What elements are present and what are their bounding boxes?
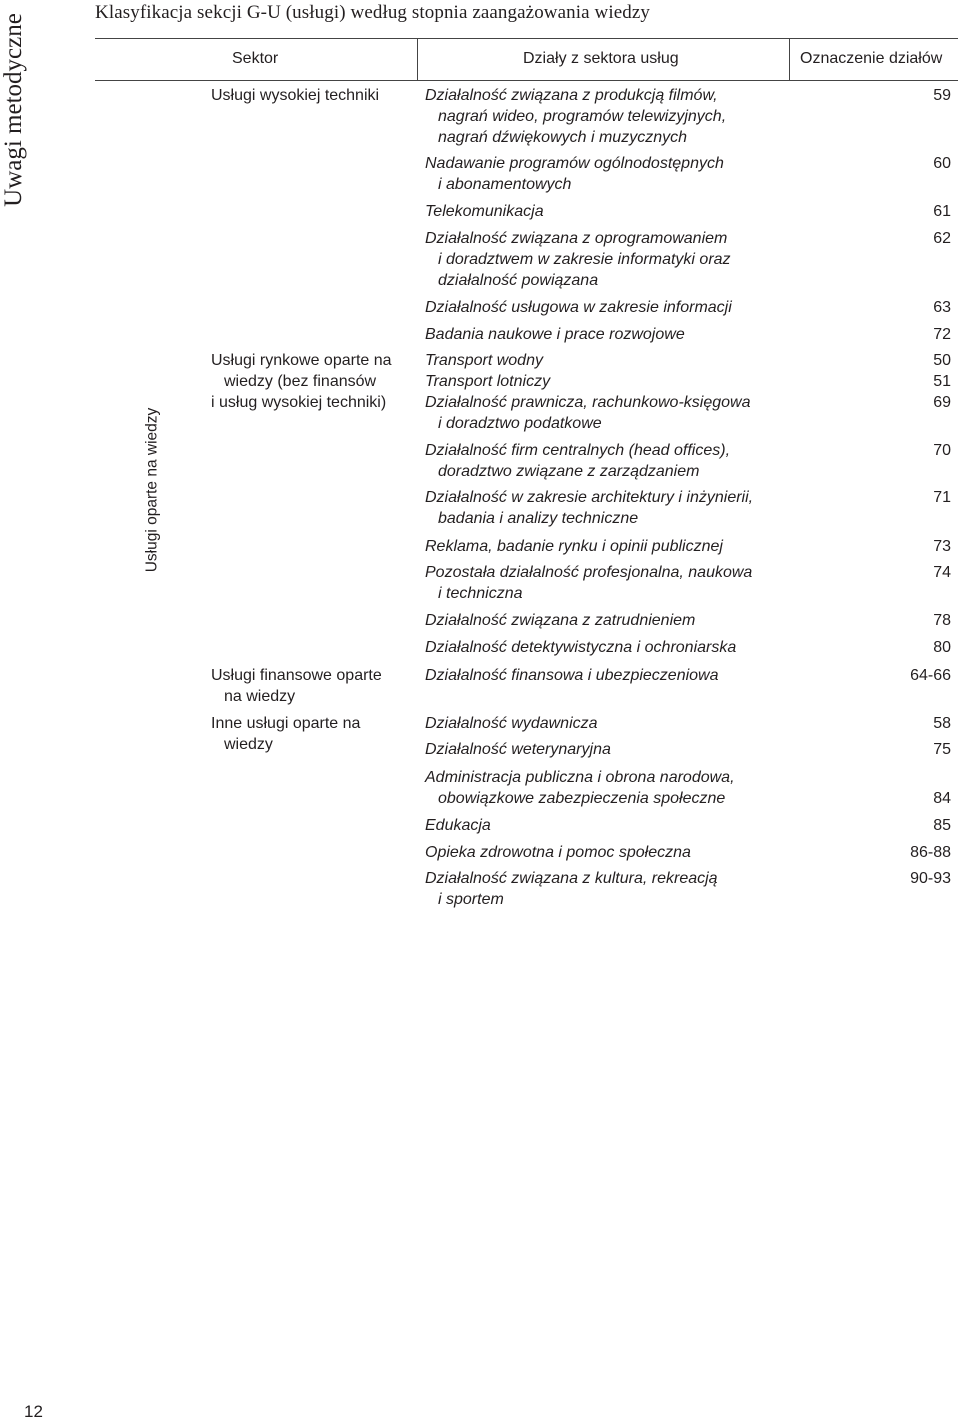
division-item: [425, 842, 795, 863]
division-line: działalność powiązana: [438, 272, 599, 289]
side-section-title: [0, 0, 28, 220]
division-code: 85: [933, 817, 951, 834]
division-line: Badania naukowe i prace rozwojowe: [425, 326, 685, 343]
page-number: 12: [24, 1402, 43, 1421]
sector-line: Usługi wysokiej techniki: [211, 87, 380, 104]
division-item: [425, 153, 795, 195]
division-line: Pozostała działalność profesjonalna, naukowa: [425, 564, 753, 581]
sector-line: Usługi finansowe oparte: [211, 667, 382, 684]
division-item: [425, 536, 795, 557]
division-line: i abonamentowych: [438, 176, 572, 193]
division-line: Telekomunikacja: [425, 203, 544, 220]
division-item: [425, 739, 795, 760]
division-line: Reklama, badanie rynku i opinii publicznej: [425, 538, 723, 555]
division-item: [425, 767, 795, 809]
division-line: Transport wodny: [425, 352, 543, 369]
division-line: Działalność prawnicza, rachunkowo-księgowa: [425, 394, 751, 411]
division-code: 51: [933, 373, 951, 390]
division-line: Działalność związana z oprogramowaniem: [425, 230, 728, 247]
group-label-text: Usługi oparte na wiedzy: [143, 407, 160, 573]
division-line: Działalność związana z produkcją filmów,: [425, 87, 718, 104]
division-item: [425, 297, 795, 318]
division-item: [425, 562, 795, 604]
header-sector: Sektor: [232, 50, 279, 67]
division-line: i techniczna: [438, 585, 523, 602]
division-item: [425, 324, 795, 345]
sector-item: [211, 665, 416, 707]
division-code: 63: [933, 299, 951, 316]
division-item: [425, 487, 795, 529]
division-item: [425, 610, 795, 631]
division-code: 72: [933, 326, 951, 343]
division-item: [425, 350, 795, 371]
header-rule: [95, 80, 958, 81]
division-code: 69: [933, 394, 951, 411]
division-code: 73: [933, 538, 951, 555]
division-code: 71: [933, 489, 951, 506]
division-line: Działalność finansowa i ubezpieczeniowa: [425, 667, 719, 684]
division-item: [425, 228, 795, 291]
division-line: Działalność związana z zatrudnieniem: [425, 612, 696, 629]
header-divisions: Działy z sektora usług: [523, 50, 679, 67]
division-line: Działalność weterynaryjna: [425, 741, 611, 758]
division-line: Działalność firm centralnych (head offices),: [425, 442, 731, 459]
sector-item: [211, 85, 416, 106]
header-codes: Oznaczenie działów: [800, 50, 943, 67]
division-item: [425, 637, 795, 658]
division-line: badania i analizy techniczne: [438, 510, 639, 527]
division-line: Działalność usługowa w zakresie informacji: [425, 299, 732, 316]
division-item: [425, 392, 795, 434]
division-line: nagrań dźwiękowych i muzycznych: [438, 129, 687, 146]
division-code: 74: [933, 564, 951, 581]
division-line: doradztwo związane z zarządzaniem: [438, 463, 700, 480]
division-code: 60: [933, 155, 951, 172]
sector-line: Usługi rynkowe oparte na: [211, 352, 392, 369]
sector-line: Inne usługi oparte na: [211, 715, 361, 732]
division-item: [425, 713, 795, 734]
division-line: Działalność w zakresie architektury i inżynierii,: [425, 489, 754, 506]
division-code: 78: [933, 612, 951, 629]
page-title: Klasyfikacja sekcji G-U (usługi) według stopnia zaangażowania wiedzy: [95, 2, 650, 23]
sector-line: na wiedzy: [224, 688, 296, 705]
division-line: Działalność wydawnicza: [425, 715, 598, 732]
division-item: [425, 868, 795, 910]
division-item: [425, 201, 795, 222]
division-code: 62: [933, 230, 951, 247]
division-code: 58: [933, 715, 951, 732]
division-item: [425, 371, 795, 392]
sector-line: i usług wysokiej techniki): [211, 394, 387, 411]
division-line: obowiązkowe zabezpieczenia społeczne: [438, 790, 726, 807]
division-line: i doradztwo podatkowe: [438, 415, 602, 432]
division-line: Administracja publiczna i obrona narodowa,: [425, 769, 735, 786]
division-line: nagrań wideo, programów telewizyjnych,: [438, 108, 727, 125]
division-code: 59: [933, 87, 951, 104]
sector-line: wiedzy: [224, 736, 273, 753]
division-code: 61: [933, 203, 951, 220]
division-item: [425, 815, 795, 836]
division-code: 50: [933, 352, 951, 369]
division-line: Edukacja: [425, 817, 491, 834]
sector-item: [211, 713, 416, 755]
group-label: [132, 360, 172, 620]
side-section-title-text: Uwagi metodyczne: [0, 13, 27, 207]
division-item: [425, 85, 795, 148]
top-rule: [95, 38, 958, 39]
division-code: 90-93: [910, 870, 951, 887]
division-code: 86-88: [910, 844, 951, 861]
header-divider-1: [417, 38, 418, 80]
division-line: Działalność detektywistyczna i ochroniarska: [425, 639, 737, 656]
division-line: i doradztwem w zakresie informatyki oraz: [438, 251, 731, 268]
division-item: [425, 665, 795, 686]
division-line: Nadawanie programów ogólnodostępnych: [425, 155, 724, 172]
division-code: 64-66: [910, 667, 951, 684]
sector-line: wiedzy (bez finansów: [224, 373, 377, 390]
division-code: 80: [933, 639, 951, 656]
division-code: 75: [933, 741, 951, 758]
division-code: 70: [933, 442, 951, 459]
division-line: Działalność związana z kultura, rekreacją: [425, 870, 718, 887]
header-divider-2: [789, 38, 790, 80]
division-line: Transport lotniczy: [425, 373, 551, 390]
sector-item: [211, 350, 416, 413]
division-line: Opieka zdrowotna i pomoc społeczna: [425, 844, 691, 861]
division-code: 84: [933, 790, 951, 807]
division-line: i sportem: [438, 891, 504, 908]
division-item: [425, 440, 795, 482]
